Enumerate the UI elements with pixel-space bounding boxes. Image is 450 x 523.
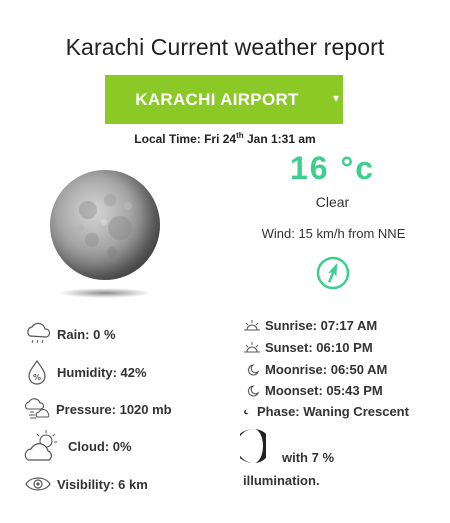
- rain-icon: [24, 322, 52, 346]
- moonset-text: Moonset: 05:43 PM: [265, 383, 383, 398]
- pressure-text: Pressure: 1020 mb: [56, 401, 172, 417]
- visibility-text: Visibility: 6 km: [57, 476, 148, 492]
- moonset-row: [243, 383, 383, 398]
- cloud-sun-icon: [22, 428, 62, 464]
- local-time-suffix: Jan 1:31 am: [243, 132, 316, 146]
- local-time: [0, 131, 450, 146]
- humidity-text: Humidity: 42%: [57, 364, 147, 380]
- moonset-icon: [243, 384, 261, 398]
- sunrise-icon: [243, 319, 261, 333]
- moon-phase-small-icon: [243, 405, 253, 419]
- illumination-line2: illumination.: [243, 473, 320, 488]
- moon-shadow: [58, 288, 152, 298]
- moon-phase-row: [243, 404, 409, 419]
- wind-direction-icon: [316, 256, 350, 290]
- temperature-value: 16 °c: [289, 150, 376, 186]
- sunrise-row: [243, 318, 377, 333]
- page-title: Karachi Current weather report: [65, 34, 385, 60]
- sunrise-text: Sunrise: 07:17 AM: [265, 318, 378, 333]
- sunset-icon: [243, 341, 261, 355]
- rain-row: [24, 322, 116, 346]
- condition-text: Clear: [315, 194, 350, 210]
- location-select[interactable]: [105, 75, 343, 124]
- moon-phase-text: Phase: Waning Crescent: [257, 404, 409, 419]
- illumination-line1: with 7 %: [282, 450, 335, 465]
- moonrise-row: [243, 362, 387, 377]
- local-time-ordinal: th: [236, 131, 244, 140]
- rain-text: Rain: 0 %: [57, 326, 116, 342]
- cloud-row: [22, 428, 132, 464]
- location-select-value: KARACHI AIRPORT: [135, 89, 299, 109]
- svg-text:%: %: [33, 373, 42, 382]
- humidity-icon: [24, 358, 50, 386]
- moonrise-icon: [243, 363, 261, 377]
- sunset-row: [243, 340, 373, 355]
- moon-image: [50, 170, 160, 300]
- moon-icon: [50, 170, 160, 280]
- cloud-text: Cloud: 0%: [68, 438, 132, 454]
- pressure-icon: [24, 396, 52, 422]
- pressure-row: [24, 396, 172, 422]
- eye-icon: [24, 473, 52, 495]
- moonrise-text: Moonrise: 06:50 AM: [265, 362, 388, 377]
- humidity-row: [24, 358, 147, 386]
- chevron-down-icon[interactable]: ▾: [332, 91, 339, 105]
- visibility-row: [24, 473, 148, 495]
- wind-text: Wind: 15 km/h from NNE: [261, 226, 406, 241]
- crescent-moon-icon: [240, 428, 266, 464]
- sunset-text: Sunset: 06:10 PM: [265, 340, 373, 355]
- local-time-prefix: Local Time: Fri 24: [134, 132, 237, 146]
